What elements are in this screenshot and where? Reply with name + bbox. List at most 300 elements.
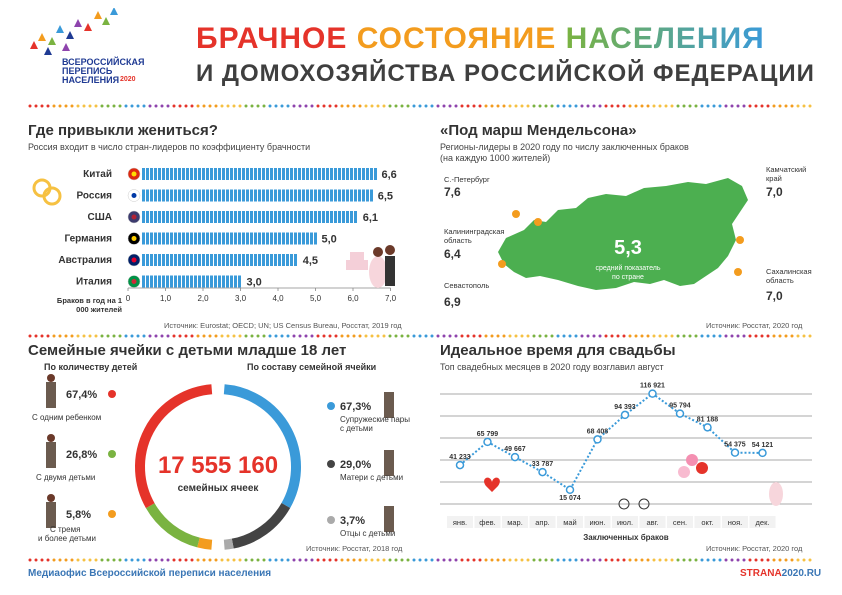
bar-segment [246,168,249,180]
data-label: 95 794 [669,402,691,410]
region-marker [734,268,742,276]
divider-dot [707,559,710,562]
wedding-cake-icon [346,260,368,270]
bar-segment [246,190,249,202]
bar-segment [206,168,209,180]
divider-dot [443,335,446,338]
divider-dot [197,559,200,562]
divider-dot [287,559,290,562]
region-name: область [766,276,794,285]
logo-line-1: ВСЕРОССИЙСКАЯ [62,57,145,67]
bar-segment [266,233,269,245]
divider-dot [479,105,482,108]
x-tick-label: 2,0 [197,294,209,303]
divider-dot [221,559,224,562]
divider-dot [809,559,812,562]
divider-dot [569,559,572,562]
region-name: Калининградская [444,227,505,236]
regions-subtitle-line-1: Регионы-лидеры в 2020 году по числу заключенных браков [440,142,689,152]
x-tick-label: 6,0 [347,294,359,303]
bar-segment [210,190,213,202]
bar-segment [266,190,269,202]
divider-dot [383,105,386,108]
divider-dot [191,559,194,562]
bar-segment [174,211,177,223]
data-label: 65 799 [476,430,499,438]
bar-segment [234,168,237,180]
bar-segment [158,233,161,245]
divider-dot [371,335,374,338]
data-label: 33 787 [531,461,554,469]
divider-dot [791,335,794,338]
bar-segment [162,211,165,223]
bar-segment [146,254,149,266]
bar-segment [266,254,269,266]
bar-segment [270,168,273,180]
divider-dot [809,335,812,338]
region-name: С.-Петербург [444,175,490,184]
divider-dot [509,559,512,562]
bar-segment [330,211,333,223]
divider-dot [437,105,440,108]
bar-segment [226,211,229,223]
divider-dot [347,335,350,338]
divider-dot [251,559,254,562]
divider-dots-top [28,104,814,108]
bar-segment [254,254,257,266]
bar-segment [182,211,185,223]
bar-segment [142,211,145,223]
bar-segment [278,233,281,245]
divider-dot [455,105,458,108]
bar-segment [186,211,189,223]
bar-segment [278,211,281,223]
divider-dot [803,105,806,108]
divider-dot [713,335,716,338]
bar-segment [186,168,189,180]
bar-segment [154,254,157,266]
divider-dot [257,105,260,108]
bar-segment [266,168,269,180]
bar-segment [182,233,185,245]
divider-dot [413,559,416,562]
bar-segment [234,276,237,288]
divider-dot [647,335,650,338]
bar-segment [226,233,229,245]
bar-segment [206,211,209,223]
composition-color-dot [327,460,335,468]
bar-segment [234,254,237,266]
bar-segment [226,168,229,180]
bar-segment [142,190,145,202]
month-label: дек. [755,518,770,527]
footer-website-part-1: STRANA [740,568,782,579]
divider-dot [551,559,554,562]
divider-dot [665,559,668,562]
bar-segment [246,254,249,266]
bar-category-label: Италия [76,276,112,288]
divider-dot [263,105,266,108]
bar-segment [258,211,261,223]
bar-segment [158,254,161,266]
bar-segment [202,233,205,245]
families-right-heading: По составу семейной ячейки [247,362,377,372]
data-label: 54 375 [724,441,746,449]
divider-dot [281,105,284,108]
bar-segment [222,254,225,266]
divider-dot [35,559,38,562]
bar-segment [190,254,193,266]
bar-segment [222,233,225,245]
divider-dot [89,559,92,562]
bar-segment [270,254,273,266]
divider-dot [599,105,602,108]
composition-label: Матери с детьми [340,473,404,482]
composition-label: с детьми [340,424,373,433]
divider-dot [737,335,740,338]
divider-dot [575,335,578,338]
divider-dot [245,335,248,338]
bar-value-label: 6,1 [362,212,379,224]
bar-segment [190,233,193,245]
divider-dot [797,335,800,338]
divider-dot [407,105,410,108]
bar-segment [222,211,225,223]
divider-dot [695,105,698,108]
divider-dot [29,105,32,108]
bar [142,276,241,288]
divider-dot [125,559,128,562]
divider-dot [707,105,710,108]
months-subtitle: Топ свадебных месяцев в 2020 году возглавил август [440,362,664,372]
divider-dot [689,335,692,338]
bar-segment [350,211,353,223]
divider-dot [665,335,668,338]
regions-source: Источник: Росстат, 2020 год [706,321,803,330]
divider-dot [743,335,746,338]
bar-segment [206,233,209,245]
bar-segment [274,211,277,223]
region-marker [498,260,506,268]
bar-segment [310,168,313,180]
region-value: 6,4 [444,247,461,261]
families-left-heading: По количеству детей [44,362,138,372]
footer-website[interactable] [740,568,821,579]
bar-segment [150,190,153,202]
family-people-icon [46,382,56,408]
bar-segment [366,190,369,202]
divider-dot [239,559,242,562]
divider-dot [167,559,170,562]
divider-dot [371,559,374,562]
divider-dot [491,335,494,338]
divider-dot [767,559,770,562]
bar-segment [274,233,277,245]
bar-segment [146,190,149,202]
bar-segment [306,211,309,223]
bar-segment [322,168,325,180]
divider-dot [185,559,188,562]
divider-dot [599,559,602,562]
families-title: Семейные ячейки с детьми младше 18 лет [28,342,347,359]
bar-segment [162,168,165,180]
country-flag-icon [128,233,140,245]
region-marker [512,210,520,218]
divider-dot [779,335,782,338]
divider-dot [29,559,32,562]
divider-dot [383,559,386,562]
divider-dot [461,559,464,562]
bar-segment [218,168,221,180]
divider-dot [395,105,398,108]
bar-segment [370,168,373,180]
bar-category-label: Германия [64,233,112,245]
bar-segment [330,168,333,180]
bar-segment [206,254,209,266]
divider-dot [395,335,398,338]
bar-segment [190,190,193,202]
divider-dot [161,335,164,338]
bar-segment [214,254,217,266]
children-color-dot [108,390,116,398]
bar-segment [254,233,257,245]
divider-dot [257,559,260,562]
bar-segment [326,190,329,202]
divider-dot [185,105,188,108]
bar-segment [210,211,213,223]
divider-dot [461,105,464,108]
divider-dot [107,559,110,562]
divider-dot [269,105,272,108]
bar-category-label: Австралия [58,255,112,266]
bar-segment [198,233,201,245]
divider-dot [725,335,728,338]
divider-dot [545,559,548,562]
divider-dot [605,335,608,338]
divider-dot [413,105,416,108]
logo-figure-icon [30,41,38,49]
bar-segment [150,233,153,245]
bar-segment [290,190,293,202]
divider-dot [221,105,224,108]
bar-segment [202,254,205,266]
bar-segment [310,190,313,202]
bar-segment [322,211,325,223]
bar-segment [230,190,233,202]
divider-dot [389,105,392,108]
divider-dot [113,105,116,108]
bar-segment [230,276,233,288]
avg-label-line-1: средний показатель [595,265,661,272]
children-percent: 26,8% [66,449,98,461]
divider-dot [569,335,572,338]
composition-color-dot [327,516,335,524]
bar-segment [190,168,193,180]
bar-segment [282,168,285,180]
bar-segment [282,190,285,202]
bar-segment [166,211,169,223]
bar-segment [258,168,261,180]
divider-dot [779,559,782,562]
x-tick-label: 7,0 [384,294,397,303]
bar-segment [298,233,301,245]
bar-segment [270,211,273,223]
divider-dot [437,335,440,338]
divider-dot [41,559,44,562]
bar-segment [342,211,345,223]
divider-dot [497,335,500,338]
divider-dot [449,335,452,338]
divider-dot [29,335,32,338]
divider-dot [425,559,428,562]
divider-dot [287,335,290,338]
bar-segment [322,190,325,202]
divider-dot [545,335,548,338]
divider-dot [785,105,788,108]
children-color-dot [108,450,116,458]
bar-segment [206,276,209,288]
divider-dot [701,559,704,562]
bar-segment [198,190,201,202]
bar-segment [214,233,217,245]
divider-dot [629,105,632,108]
divider-dot [401,105,404,108]
divider-dot [95,559,98,562]
composition-percent: 67,3% [340,401,372,413]
region-value: 7,6 [444,185,461,199]
divider-dot [323,335,326,338]
divider-dot [149,559,152,562]
bar-segment [350,168,353,180]
bar-segment [218,233,221,245]
avg-value: 5,3 [614,237,642,259]
months-title: Идеальное время для свадьбы [440,342,676,359]
bar-segment [226,276,229,288]
data-label: 41 233 [449,454,471,462]
divider-dot [347,105,350,108]
family-people-icon [47,374,55,382]
region-name: Сахалинская [766,267,812,276]
bar-segment [158,190,161,202]
country-flag-mark [132,236,137,241]
balloon-icon [686,454,698,466]
divider-dot [521,105,524,108]
bar-segment [306,233,309,245]
divider-dot [461,335,464,338]
bar-segment [166,276,169,288]
marriage-bar-chart [28,160,413,305]
bar-segment [278,168,281,180]
logo-line-3: НАСЕЛЕНИЯ [62,75,120,85]
bride-head-icon [373,247,383,257]
family-people-icon [46,442,56,468]
divider-dot [473,559,476,562]
divider-dot [233,105,236,108]
divider-dot [287,105,290,108]
divider-dot [719,335,722,338]
month-label: май [563,518,577,527]
bar-segment [162,254,165,266]
bar-segment [170,190,173,202]
divider-dot [113,559,116,562]
bar-segment [302,211,305,223]
divider-dot [611,105,614,108]
bar-segment [214,276,217,288]
bar-segment [318,168,321,180]
divider-dot [203,335,206,338]
bar-segment [326,211,329,223]
bar-value-label: 6,6 [381,169,397,181]
divider-dot [305,559,308,562]
data-label: 15 074 [559,494,581,502]
divider-dot [575,559,578,562]
bar-segment [298,168,301,180]
divider-dot [245,559,248,562]
bar-segment [178,211,181,223]
bar-segment [166,190,169,202]
divider-dot [119,559,122,562]
bar-segment [262,233,265,245]
divider-dot [149,105,152,108]
family-people-icon [47,494,55,502]
divider-dot [515,559,518,562]
divider-dot [233,335,236,338]
divider-dot [65,105,68,108]
bar-segment [254,190,257,202]
divider-dot [59,559,62,562]
divider-dot [335,559,338,562]
divider-dot [581,559,584,562]
bar-segment [242,211,245,223]
footer-mediaoffice: Медиаофис Всероссийской переписи населения [28,568,272,579]
divider-dot [671,559,674,562]
title-word-2: СОСТОЯНИЕ [356,22,557,55]
bar-segment [174,254,177,266]
divider-dot [419,559,422,562]
bar-segment [286,168,289,180]
x-tick-label: 3,0 [234,294,247,303]
title-word-3: НАСЕЛЕНИЯ [565,22,765,55]
divider-dot [299,335,302,338]
divider-dot [227,105,230,108]
divider-dot [41,335,44,338]
divider-dot [107,105,110,108]
divider-dot [791,105,794,108]
divider-dot [77,559,80,562]
divider-dot [455,335,458,338]
bar-segment [282,211,285,223]
divider-dot [671,335,674,338]
data-point [512,454,519,461]
divider-dot [323,105,326,108]
divider-dot [47,559,50,562]
divider-dot [551,105,554,108]
bar-segment [154,211,157,223]
divider-dot [101,335,104,338]
divider-dot [779,105,782,108]
divider-dot [539,559,542,562]
divider-dot [587,559,590,562]
bar-segment [274,168,277,180]
divider-dot [239,105,242,108]
divider-dot [467,335,470,338]
bar-category-label: Россия [76,190,112,202]
bar-segment [154,168,157,180]
divider-dot [545,105,548,108]
bar-segment [158,276,161,288]
bar-segment [166,233,169,245]
divider-dot [143,335,146,338]
